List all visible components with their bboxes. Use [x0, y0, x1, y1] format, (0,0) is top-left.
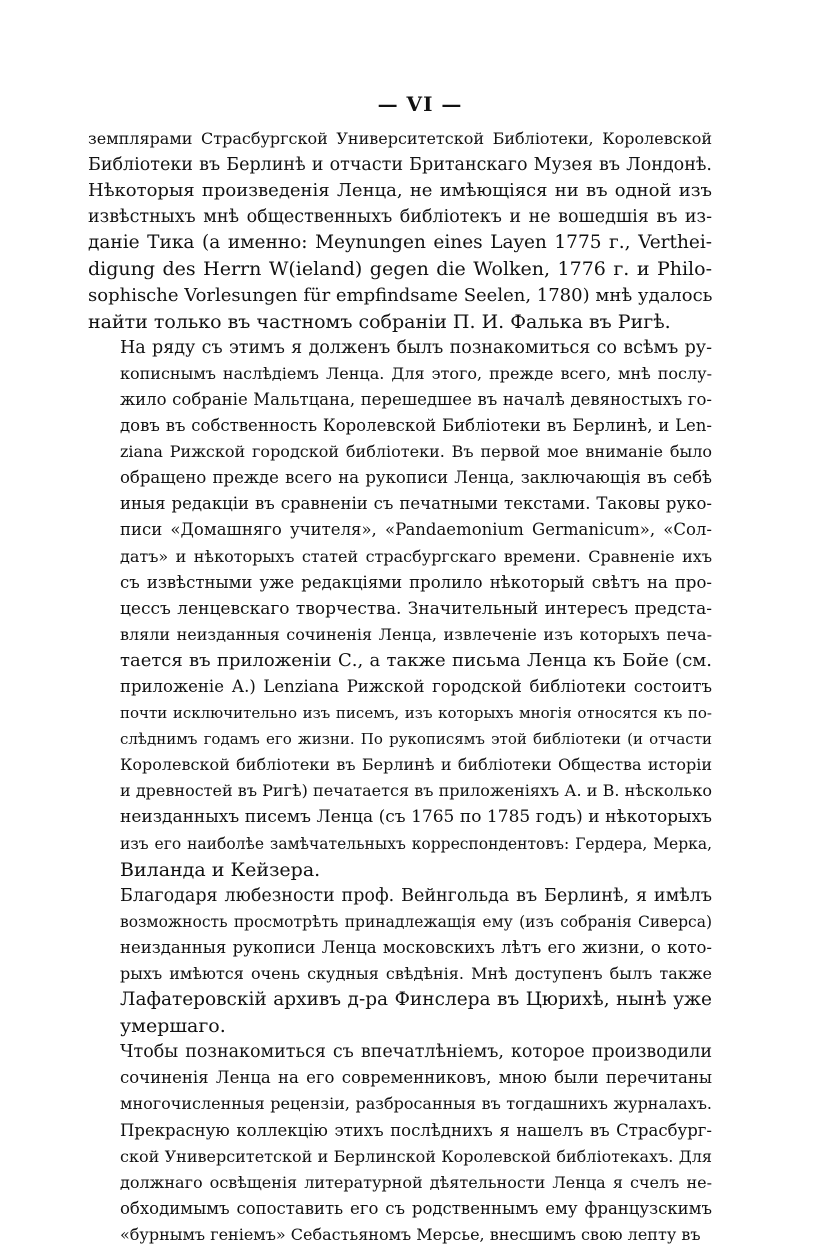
text-line: почти исключительно изъ писемъ, изъ которыхъ многія относятся къ по-: [120, 704, 712, 723]
text-line: вляли неизданныя сочиненія Ленца, извлеченіе изъ которыхъ печа-: [120, 624, 712, 644]
text-line: обращено прежде всего на рукописи Ленца, заключающія въ себѣ: [120, 468, 712, 488]
text-line: Лафатеровскій архивъ д-ра Финслера въ Цюрихѣ, нынѣ уже: [120, 989, 712, 1011]
text-line: извѣстныхъ мнѣ общественныхъ библіотекъ и не вошедшія въ из-: [88, 207, 712, 228]
text-line: Виланда и Кейзера.: [120, 858, 321, 881]
paragraph: [88, 126, 712, 335]
text-line: ziana Рижской городской библіотеки. Въ первой мое вниманіе было: [120, 442, 712, 462]
paragraph: [88, 1039, 712, 1248]
text-line: слѣднимъ годамъ его жизни. По рукописямъ этой библіотеки (и отчасти: [120, 730, 712, 749]
text-line: sophische Vorlesungen für empfindsame Seelen, 1780) мнѣ удалось: [88, 284, 713, 306]
text-line: тается въ приложеніи С., а также письма Ленца къ Бойе (см.: [120, 649, 712, 671]
text-line: изъ его наиболѣе замѣчательныхъ корреспондентовъ: Гердера, Мерка,: [120, 834, 712, 853]
text-line: иныя редакціи въ сравненіи съ печатными текстами. Таковы руко-: [120, 494, 712, 514]
text-line: digung des Herrn W(ieland) gegen die Wolken, 1776 г. и Philo-: [88, 258, 712, 281]
text-line: съ извѣстными уже редакціями пролило нѣкоторый свѣтъ на про-: [120, 572, 712, 592]
text-line: и древностей въ Ригѣ) печатается въ приложеніяхъ А. и В. нѣсколько: [120, 781, 712, 801]
text-line: жило собраніе Мальтцана, перешедшее въ началѣ девяностыхъ го-: [120, 389, 712, 409]
text-line: писи «Домашняго учителя», «Pandaemonium Germanicum», «Сол-: [120, 520, 712, 540]
page-number: — VI —: [377, 92, 463, 116]
text-line: приложеніе А.) Lenziana Рижской городской библіотеки состоитъ: [120, 676, 712, 696]
text-line: земплярами Страсбургской Университетской Библіотеки, Королевской: [88, 129, 712, 148]
text-line: Прекрасную коллекцію этихъ послѣднихъ я нашелъ въ Страсбург-: [120, 1120, 712, 1140]
paragraph: [88, 335, 712, 883]
body-text: [88, 126, 712, 1248]
text-line: кописнымъ наслѣдіемъ Ленца. Для этого, прежде всего, мнѣ послу-: [120, 363, 712, 383]
text-line: многочисленныя рецензіи, разбросанныя въ тогдашнихъ журналахъ.: [120, 1094, 712, 1114]
text-line: найти только въ частномъ собраніи П. И. Фалька въ Ригѣ.: [88, 310, 671, 333]
text-line: неизданныя рукописи Ленца московскихъ лѣтъ его жизни, о кото-: [120, 937, 712, 957]
text-line: неизданныхъ писемъ Ленца (съ 1765 по 1785 годъ) и нѣкоторыхъ: [120, 807, 712, 828]
text-line: обходимымъ сопоставить его съ родственнымъ ему французскимъ: [120, 1198, 712, 1218]
text-line: умершаго.: [120, 1015, 226, 1038]
text-line: Библіотеки въ Берлинѣ и отчасти Британскаго Музея въ Лондонѣ.: [88, 155, 712, 176]
text-line: «бурнымъ геніемъ» Себастьяномъ Мерсье, внесшимъ свою лепту въ: [120, 1224, 701, 1244]
text-line: цессъ ленцевскаго творчества. Значительный интересъ предста-: [120, 598, 712, 619]
text-line: На ряду съ этимъ я долженъ былъ познакомиться со всѣмъ ру-: [120, 337, 712, 358]
text-line: сочиненія Ленца на его современниковъ, мною были перечитаны: [120, 1068, 712, 1088]
text-line: Благодаря любезности проф. Вейнгольда въ Берлинѣ, я имѣлъ: [120, 885, 712, 906]
text-line: ской Университетской и Берлинской Королевской библіотекахъ. Для: [120, 1146, 712, 1166]
text-line: Нѣкоторыя произведенія Ленца, не имѣющіяся ни въ одной изъ: [88, 180, 712, 202]
text-line: Чтобы познакомиться съ впечатлѣніемъ, которое производили: [120, 1042, 712, 1063]
paragraph: [88, 883, 712, 1040]
text-line: Королевской библіотеки въ Берлинѣ и библіотеки Общества исторіи: [120, 755, 712, 775]
text-line: рыхъ имѣются очень скудныя свѣдѣнія. Мнѣ доступенъ былъ также: [120, 964, 712, 983]
text-line: должнаго освѣщенія литературной дѣятельности Ленца я счелъ не-: [120, 1172, 712, 1192]
text-line: датъ» и нѣкоторыхъ статей страсбургскаго времени. Сравненіе ихъ: [120, 546, 712, 566]
text-line: довъ въ собственность Королевской Библіотеки въ Берлинѣ, и Len-: [120, 416, 712, 436]
text-line: даніе Тика (а именно: Meynungen eines Layen 1775 г., Verthei-: [88, 232, 712, 254]
text-line: возможность просмотрѣть принадлежащія ему (изъ собранія Сиверса): [120, 912, 712, 931]
